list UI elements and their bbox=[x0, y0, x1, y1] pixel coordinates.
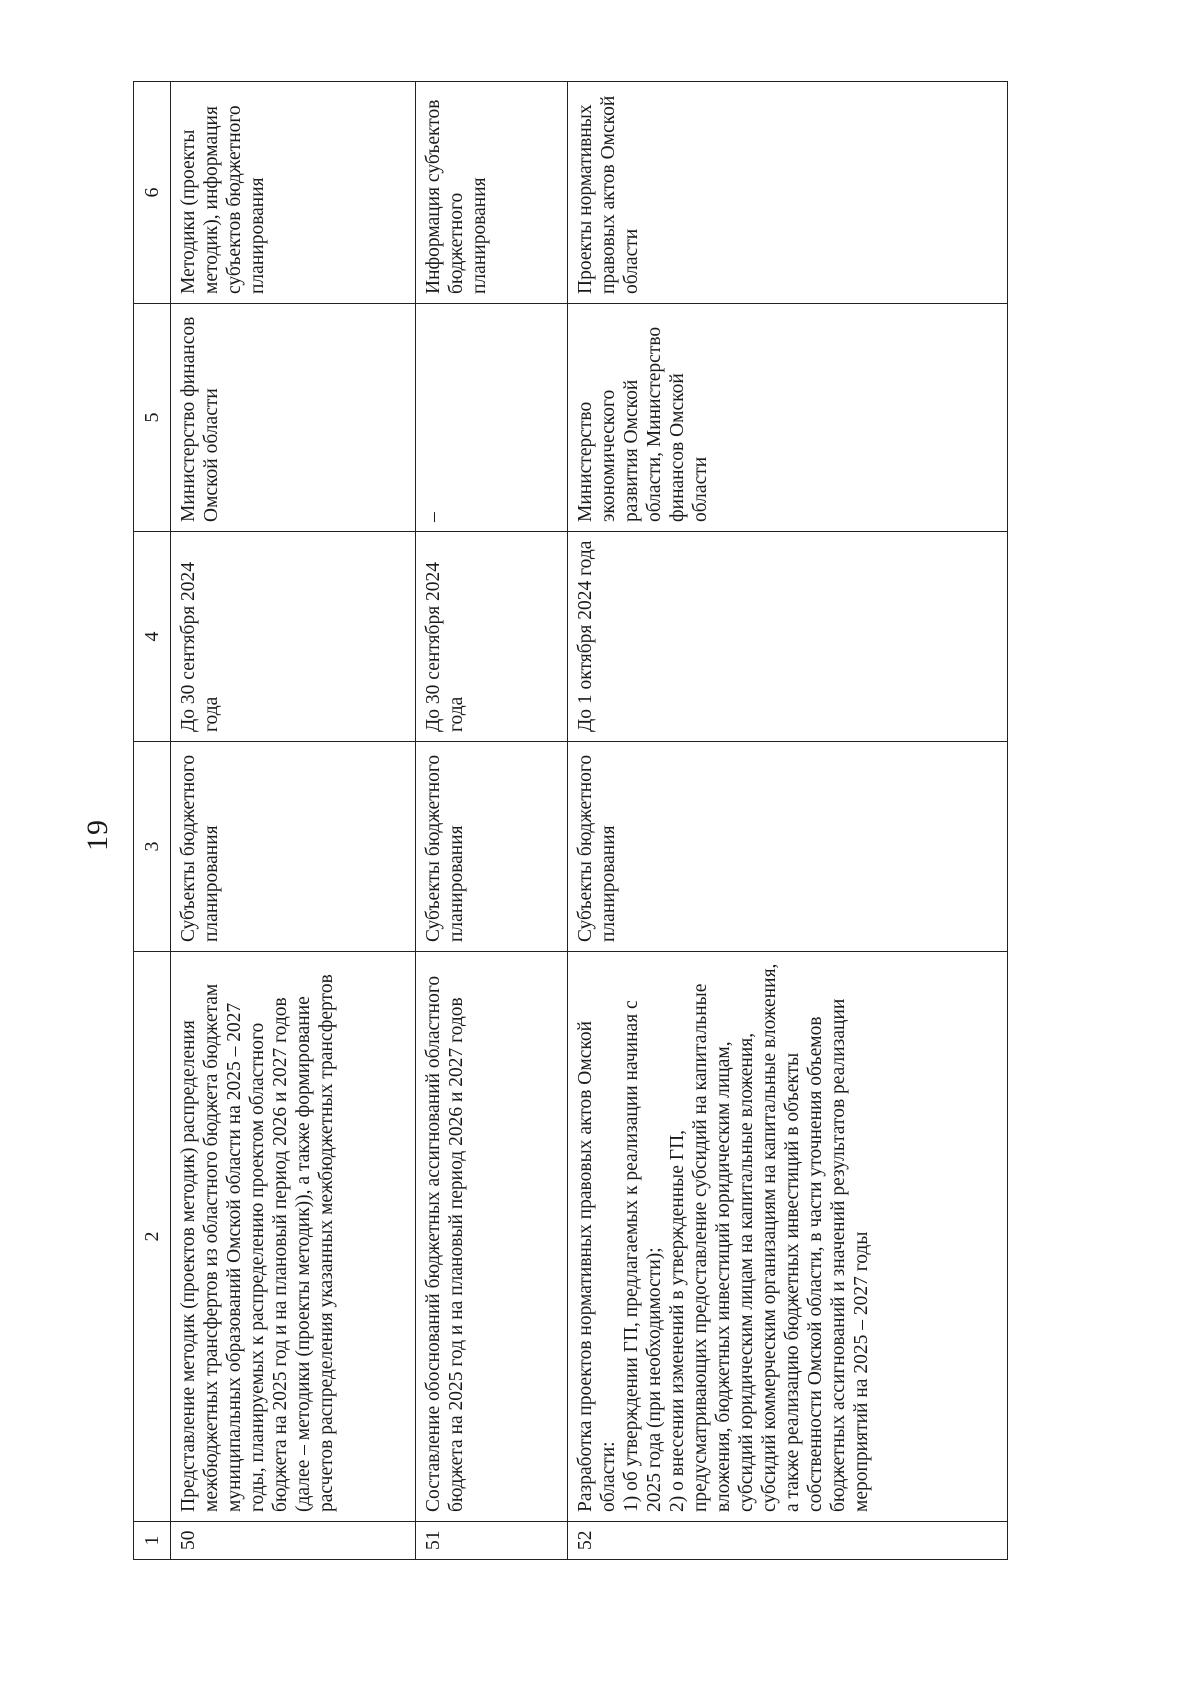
column-header: 6 bbox=[134, 82, 171, 304]
row-deadline: До 30 сентября 2024 года bbox=[416, 532, 568, 742]
row-description: Составление обоснований бюджетных ассигнований областного бюджета на 2025 год и на плановый период 2026 и 2027 годов bbox=[416, 952, 568, 1522]
row-coexecutor: Министерство финансов Омской области bbox=[171, 304, 416, 532]
column-header: 2 bbox=[134, 952, 171, 1522]
header-row bbox=[134, 82, 171, 1560]
row-number: 51 bbox=[416, 1522, 568, 1560]
row-deadline: До 30 сентября 2024 года bbox=[171, 532, 416, 742]
column-header: 3 bbox=[134, 742, 171, 952]
row-coexecutor: – bbox=[416, 304, 568, 532]
row-number: 50 bbox=[171, 1522, 416, 1560]
column-header: 1 bbox=[134, 1522, 171, 1560]
description-line: Разработка проектов нормативных правовых актов Омской области: bbox=[575, 1020, 619, 1512]
row-result: Проекты нормативных правовых актов Омской области bbox=[568, 82, 1008, 304]
description-line: 1) об утверждении ГП, предлагаемых к реализации начиная с 2025 года (при необходимости); bbox=[621, 1000, 665, 1512]
plan-table bbox=[133, 81, 1008, 1560]
row-coexecutor: Министерство экономического развития Омской области, Министерство финансов Омской области bbox=[568, 304, 1008, 532]
table-row bbox=[416, 82, 568, 1560]
row-result: Методики (проекты методик), информация субъектов бюджетного планирования bbox=[171, 82, 416, 304]
row-deadline: До 1 октября 2024 года bbox=[568, 532, 1008, 742]
row-executor: Субъекты бюджетного планирования bbox=[568, 742, 1008, 952]
column-header: 4 bbox=[134, 532, 171, 742]
column-header: 5 bbox=[134, 304, 171, 532]
row-executor: Субъекты бюджетного планирования bbox=[416, 742, 568, 952]
row-description bbox=[568, 952, 1008, 1522]
table-row bbox=[568, 82, 1008, 1560]
page-number: 19 bbox=[81, 819, 114, 851]
description-line: 2) о внесении изменений в утвержденные ГП, предусматривающих предоставление субсидий на капитальные вложения, бюджетных инвестиций юридическим лицам, субсидий юридическим лицам на капитальные вложения, субсидий коммерческим организациям на капитальные вложения, а также реализацию бюджетных инвестиций в объекты собственности Омской области, в части уточнения объемов бюджетных ассигнований и значений результатов реализации мероприятий на 2025 – 2027 годы bbox=[667, 963, 872, 1512]
rotated-table-wrapper bbox=[133, 82, 1008, 1560]
row-number: 52 bbox=[568, 1522, 1008, 1560]
row-description: Представление методик (проектов методик) распределения межбюджетных трансфертов из областного бюджета бюджетам муниципальных образований Омской области на 2025 – 2027 годы, планируемых к распределению проектом областного бюджета на 2025 год и на плановый период 2026 и 2027 годов (далее – методики (проекты методик)), а также формирование расчетов распределения указанных межбюджетных трансфертов bbox=[171, 952, 416, 1522]
row-result: Информация субъектов бюджетного планирования bbox=[416, 82, 568, 304]
row-executor: Субъекты бюджетного планирования bbox=[171, 742, 416, 952]
table-row bbox=[171, 82, 416, 1560]
